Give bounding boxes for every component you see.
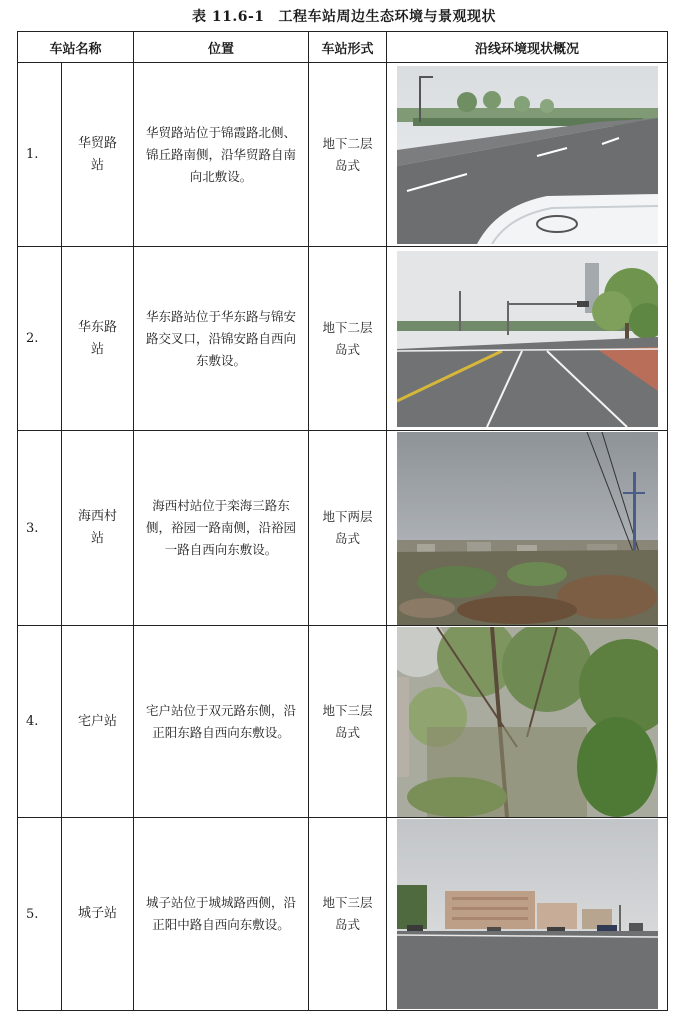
station-location: 城子站位于城城路西侧，沿正阳中路自西向东敷设。 <box>134 818 309 1011</box>
landscape-photo <box>397 819 658 1009</box>
landscape-photo <box>397 627 658 817</box>
station-location: 华东路站位于华东路与锦安路交叉口，沿锦安路自西向东敷设。 <box>134 247 309 431</box>
station-name: 城子站 <box>62 818 134 1011</box>
landscape-photo-cell <box>387 818 668 1011</box>
station-location: 华贸路站位于锦霞路北侧、锦丘路南侧，沿华贸路自南向北敷设。 <box>134 63 309 247</box>
table-row <box>18 63 668 247</box>
landscape-photo <box>397 251 658 427</box>
station-name: 华东路站 <box>62 247 134 431</box>
row-number: 1. <box>18 63 62 247</box>
station-name: 华贸路站 <box>62 63 134 247</box>
table-caption <box>0 6 688 26</box>
table-title: 工程车站周边生态环境与景观现状 <box>278 9 497 25</box>
table-row <box>18 247 668 431</box>
header-station-name: 车站名称 <box>18 32 134 63</box>
station-name: 海西村站 <box>62 431 134 626</box>
station-location: 海西村站位于栾海三路东侧，裕园一路南侧，沿裕园一路自西向东敷设。 <box>134 431 309 626</box>
station-form: 地下三层岛式 <box>309 818 387 1011</box>
header-landscape: 沿线环境现状概况 <box>387 32 668 63</box>
table-row <box>18 431 668 626</box>
row-number: 3. <box>18 431 62 626</box>
landscape-photo <box>397 66 658 244</box>
header-row <box>18 32 668 63</box>
station-name: 宅户站 <box>62 626 134 818</box>
table-row <box>18 626 668 818</box>
row-number: 4. <box>18 626 62 818</box>
header-location: 位置 <box>134 32 309 63</box>
station-form: 地下二层岛式 <box>309 247 387 431</box>
landscape-photo <box>397 432 658 625</box>
table-number: 表 11.6-1 <box>191 9 265 25</box>
landscape-photo-cell <box>387 626 668 818</box>
landscape-photo-cell <box>387 63 668 247</box>
table-row <box>18 818 668 1011</box>
station-form: 地下三层岛式 <box>309 626 387 818</box>
station-location: 宅户站位于双元路东侧，沿正阳东路自西向东敷设。 <box>134 626 309 818</box>
station-form: 地下两层岛式 <box>309 431 387 626</box>
header-station-form: 车站形式 <box>309 32 387 63</box>
station-form: 地下二层岛式 <box>309 63 387 247</box>
landscape-photo-cell <box>387 431 668 626</box>
station-table <box>17 31 668 1011</box>
row-number: 2. <box>18 247 62 431</box>
row-number: 5. <box>18 818 62 1011</box>
landscape-photo-cell <box>387 247 668 431</box>
